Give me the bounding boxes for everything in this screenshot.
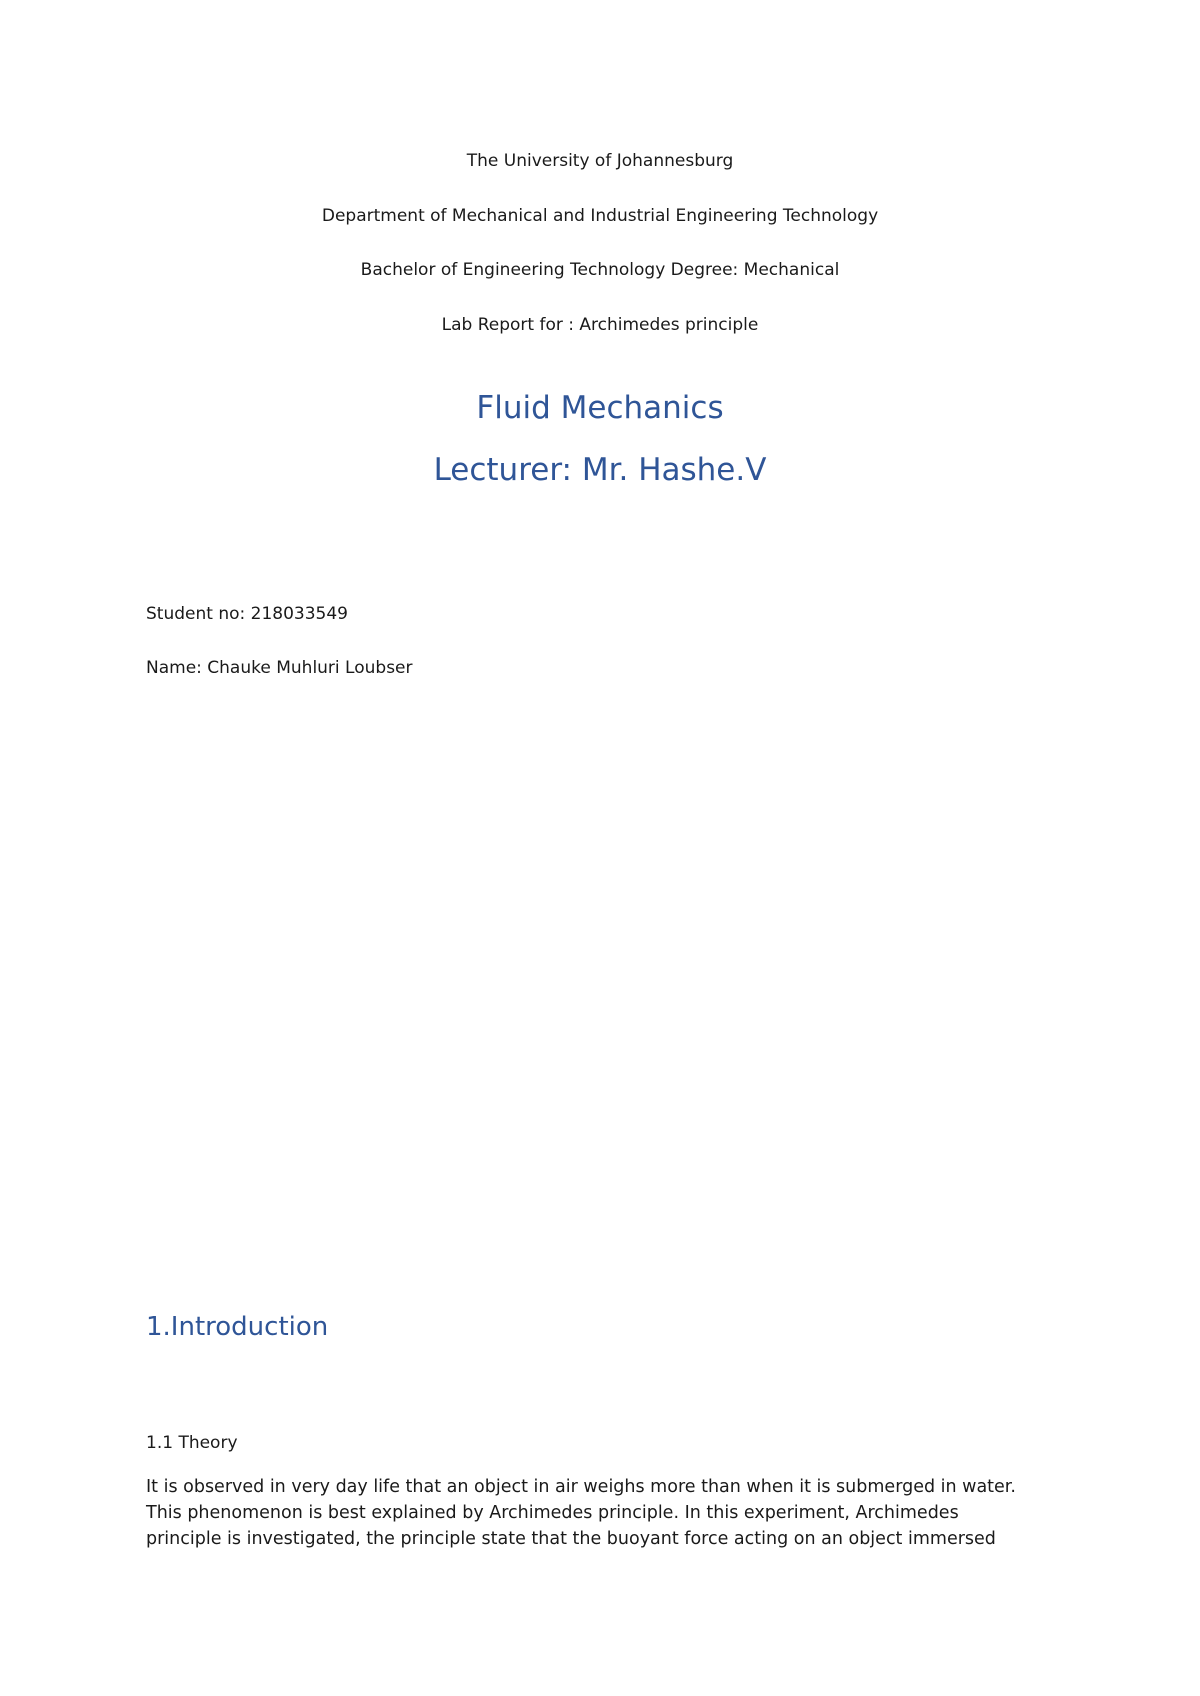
paragraph-line: principle is investigated, the principle state that the buoyant force acting on an object immersed xyxy=(146,1529,996,1549)
university-name: The University of Johannesburg xyxy=(466,151,734,171)
course-title: Fluid Mechanics xyxy=(476,390,724,426)
department-name: Department of Mechanical and Industrial Engineering Technology xyxy=(321,206,879,226)
lecturer-title: Lecturer: Mr. Hashe.V xyxy=(433,452,767,488)
paragraph-line: This phenomenon is best explained by Archimedes principle. In this experiment, Archimedes xyxy=(146,1503,959,1523)
theory-paragraph xyxy=(146,1474,1066,1552)
student-number: Student no: 218033549 xyxy=(146,604,348,624)
paragraph-line: It is observed in very day life that an object in air weighs more than when it is submerged in water. xyxy=(146,1477,1016,1497)
introduction-heading: 1.Introduction xyxy=(146,1312,329,1342)
degree-name: Bachelor of Engineering Technology Degree: Mechanical xyxy=(360,260,840,280)
student-name: Name: Chauke Muhluri Loubser xyxy=(146,658,413,678)
report-title: Lab Report for : Archimedes principle xyxy=(441,315,759,335)
theory-subheading: 1.1 Theory xyxy=(146,1433,238,1453)
